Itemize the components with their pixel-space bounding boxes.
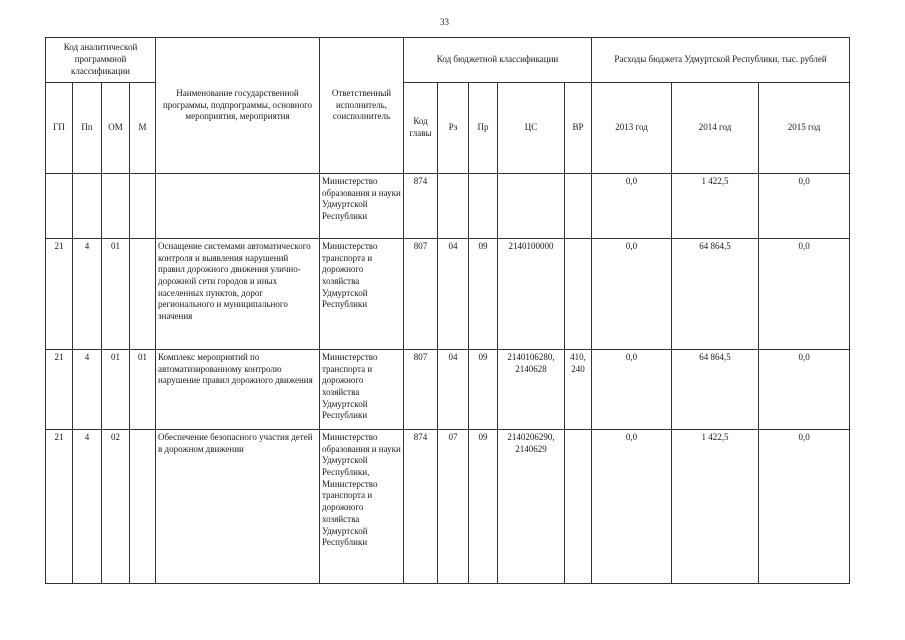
cs-cell: 2140206290, 2140629 (498, 430, 565, 584)
m-cell (130, 430, 156, 584)
pr-cell: 09 (469, 239, 498, 350)
table-row (46, 239, 850, 350)
name-cell (156, 174, 320, 239)
cs-cell: 2140100000 (498, 239, 565, 350)
pr-cell (469, 174, 498, 239)
executor-cell: Министерство образования и науки Удмуртской Республики (320, 174, 404, 239)
y2013-cell: 0,0 (592, 350, 672, 430)
m-cell (130, 174, 156, 239)
name-cell: Оснащение системами автоматического контроля и выявления нарушений правил дорожного движения улично-дорожной сети городов и иных населенных пунктов, дорог регионального и муниципального значения (156, 239, 320, 350)
budget-code-header: Код бюджетной классификации (404, 38, 592, 83)
pp-cell (73, 174, 102, 239)
kod-glavy-cell: 807 (404, 239, 438, 350)
table-row (46, 174, 850, 239)
y2014-header: 2014 год (672, 83, 759, 174)
vr-cell (565, 174, 592, 239)
rz-header: Рз (438, 83, 469, 174)
cs-cell (498, 174, 565, 239)
pr-cell: 09 (469, 430, 498, 584)
executor-cell: Министерство транспорта и дорожного хозяйства Удмуртской Республики (320, 239, 404, 350)
y2013-cell: 0,0 (592, 174, 672, 239)
pp-cell: 4 (73, 430, 102, 584)
y2015-header: 2015 год (759, 83, 850, 174)
y2014-cell: 64 864,5 (672, 239, 759, 350)
y2013-header: 2013 год (592, 83, 672, 174)
m-cell: 01 (130, 350, 156, 430)
executor-cell: Министерство транспорта и дорожного хозяйства Удмуртской Республики (320, 350, 404, 430)
pp-cell: 4 (73, 350, 102, 430)
pp-header: Пп (73, 83, 102, 174)
pr-cell: 09 (469, 350, 498, 430)
rz-cell (438, 174, 469, 239)
name-cell: Комплекс мероприятий по автоматизированному контролю нарушение правил дорожного движения (156, 350, 320, 430)
expenses-header: Расходы бюджета Удмуртской Республики, тыс. рублей (592, 38, 850, 83)
vr-header: ВР (565, 83, 592, 174)
kod-glavy-cell: 874 (404, 174, 438, 239)
y2014-cell: 1 422,5 (672, 430, 759, 584)
y2013-cell: 0,0 (592, 430, 672, 584)
vr-cell: 410, 240 (565, 350, 592, 430)
rz-cell: 04 (438, 350, 469, 430)
table-row (46, 430, 850, 584)
om-header: ОМ (102, 83, 130, 174)
executor-header: Ответственный исполнитель, соисполнитель (320, 38, 404, 174)
name-cell: Обеспечение безопасного участия детей в дорожном движении (156, 430, 320, 584)
vr-cell (565, 430, 592, 584)
cs-cell: 2140106280, 2140628 (498, 350, 565, 430)
om-cell: 01 (102, 350, 130, 430)
m-cell (130, 239, 156, 350)
om-cell: 01 (102, 239, 130, 350)
rz-cell: 07 (438, 430, 469, 584)
gp-cell: 21 (46, 430, 73, 584)
kod-glavy-cell: 807 (404, 350, 438, 430)
gp-cell: 21 (46, 239, 73, 350)
vr-cell (565, 239, 592, 350)
y2014-cell: 1 422,5 (672, 174, 759, 239)
name-header: Наименование государственной программы, подпрограммы, основного мероприятия, мероприятия (156, 38, 320, 174)
y2015-cell: 0,0 (759, 430, 850, 584)
gp-cell: 21 (46, 350, 73, 430)
table-row (46, 350, 850, 430)
pp-cell: 4 (73, 239, 102, 350)
om-cell: 02 (102, 430, 130, 584)
y2015-cell: 0,0 (759, 174, 850, 239)
om-cell (102, 174, 130, 239)
y2014-cell: 64 864,5 (672, 350, 759, 430)
kod-glavy-cell: 874 (404, 430, 438, 584)
m-header: М (130, 83, 156, 174)
page-number: 33 (440, 17, 449, 27)
y2015-cell: 0,0 (759, 239, 850, 350)
y2015-cell: 0,0 (759, 350, 850, 430)
y2013-cell: 0,0 (592, 239, 672, 350)
rz-cell: 04 (438, 239, 469, 350)
kod-glavy-header: Код главы (404, 83, 438, 174)
executor-cell: Министерство образования и науки Удмуртской Республики, Министерство транспорта и дорожного хозяйства Удмуртской Республики (320, 430, 404, 584)
budget-table (45, 37, 850, 584)
gp-header: ГП (46, 83, 73, 174)
pr-header: Пр (469, 83, 498, 174)
program-code-header: Код аналитической программной классификации (46, 38, 156, 83)
gp-cell (46, 174, 73, 239)
cs-header: ЦС (498, 83, 565, 174)
